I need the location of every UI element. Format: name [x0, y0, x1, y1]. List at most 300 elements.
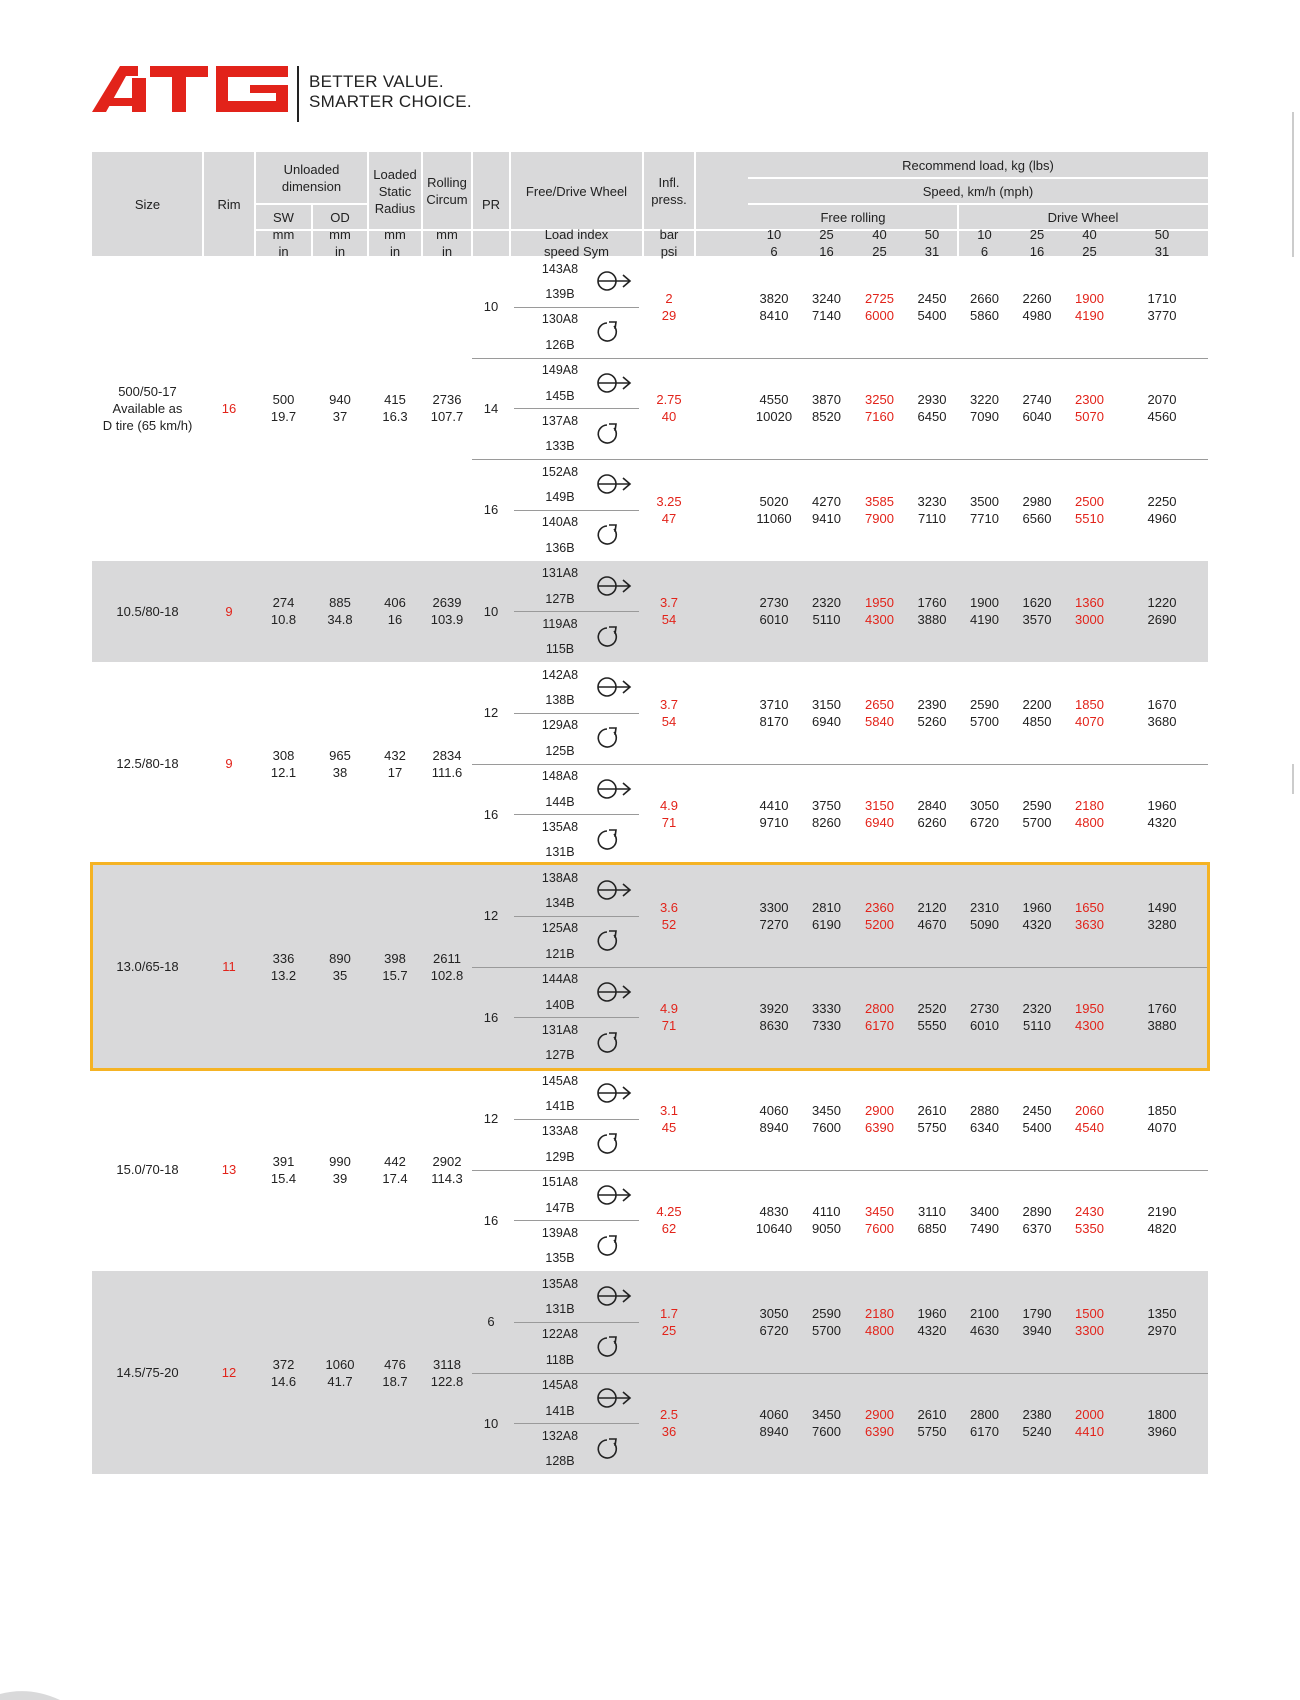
recommended-load-value: [748, 865, 800, 967]
recommended-load-value-bottom: 4560: [1147, 409, 1177, 425]
header-speed-value: [1011, 227, 1063, 259]
load-index-divider: [514, 1220, 639, 1221]
recommended-load-value: [748, 662, 800, 764]
load-index-speed-symbol: 138B: [545, 693, 575, 708]
recommended-load-value: [1116, 256, 1208, 358]
recommended-load-value-top: 2520: [917, 1001, 947, 1017]
recommended-load-value-top: 2610: [917, 1102, 947, 1118]
header-speed-value: [800, 227, 853, 259]
recommended-load-value-bottom: 4850: [1022, 713, 1052, 729]
tire-sw-bottom: 15.4: [270, 1170, 297, 1186]
tire-size: 13.0/65-18: [116, 959, 179, 974]
wheel-rotation-icon: [595, 1132, 635, 1156]
inflation-pressure-top: 3.7: [659, 595, 679, 611]
recommended-load-value: [748, 764, 800, 866]
inflation-pressure: [643, 1271, 695, 1373]
load-index-speed-symbol: 130A8: [541, 312, 579, 327]
header-unit-mm-in: [422, 227, 472, 259]
recommended-load-value-bottom: 5860: [970, 307, 999, 323]
recommended-load-value: [800, 358, 853, 460]
recommended-load-value-bottom: 6940: [865, 815, 894, 831]
recommended-load-value-top: 2100: [970, 1305, 999, 1321]
recommended-load-value: [958, 1068, 1011, 1170]
recommended-load-value-bottom: 6170: [970, 1424, 999, 1440]
recommended-load-value: [1063, 1373, 1116, 1475]
recommended-load-value-bottom: 7490: [970, 1221, 999, 1237]
recommended-load-value-top: 2590: [812, 1305, 841, 1321]
header-free-drive-wheel: Free/Drive Wheel: [525, 183, 628, 199]
recommended-load-value: [906, 865, 958, 967]
page-curl: [0, 1680, 60, 1700]
tire-od: [312, 1068, 368, 1271]
header-loaded-static-radius: Loaded Static Radius: [373, 166, 417, 216]
recommended-load-value: [906, 1170, 958, 1272]
wheel-arrow-icon: [595, 1386, 635, 1410]
recommended-load-value: [853, 1271, 906, 1373]
inflation-pressure-top: 1.7: [659, 1305, 679, 1321]
inflation-pressure: [643, 1068, 695, 1170]
recommended-load-value: [1116, 358, 1208, 460]
ply-rating: 16: [483, 502, 499, 518]
recommended-load-value-bottom: 5350: [1075, 1221, 1104, 1237]
recommended-load-value-top: 1960: [1022, 899, 1052, 915]
tire-sw-top: 372: [272, 1356, 295, 1372]
load-index-speed-symbol: 125B: [545, 743, 575, 758]
recommended-load-value: [958, 662, 1011, 764]
tire-rim: 9: [225, 756, 233, 771]
recommended-load-value-top: 3230: [917, 493, 947, 509]
header-rolling-circum: Rolling Circum: [426, 175, 468, 207]
recommended-load-value-bottom: 7160: [865, 409, 894, 425]
recommended-load-value-bottom: 3880: [1147, 1018, 1177, 1034]
recommended-load-value-bottom: 5400: [1022, 1119, 1052, 1135]
recommended-load-value-top: 2590: [970, 696, 999, 712]
recommended-load-value-top: 1790: [1022, 1305, 1052, 1321]
recommended-load-value-bottom: 4540: [1075, 1119, 1104, 1135]
recommended-load-value: [958, 256, 1011, 358]
recommended-load-value-top: 1350: [1147, 1305, 1177, 1321]
recommended-load-value-bottom: 4960: [1147, 510, 1177, 526]
recommended-load-value-top: 2120: [917, 899, 947, 915]
recommended-load-value: [748, 1068, 800, 1170]
load-index-speed-symbol: 141B: [545, 1403, 575, 1418]
recommended-load-value-top: 1650: [1075, 899, 1104, 915]
ply-rating: 6: [487, 1314, 495, 1330]
load-index-speed-symbol: 127B: [545, 591, 575, 606]
recommended-load-value: [958, 1170, 1011, 1272]
recommended-load-value-top: 2500: [1075, 493, 1104, 509]
recommended-load-value-top: 4550: [759, 392, 789, 408]
tire-od: [312, 662, 368, 865]
recommended-load-value-top: 4110: [812, 1204, 841, 1220]
load-index-speed-symbol: 126B: [545, 337, 575, 352]
header-speed-value-bottom: 6: [770, 244, 778, 259]
recommended-load-value-top: 2390: [917, 696, 947, 712]
recommended-load-value-bottom: 8940: [759, 1119, 789, 1135]
recommended-load-value-bottom: 5510: [1075, 510, 1104, 526]
recommended-load-value-top: 2450: [1022, 1102, 1052, 1118]
recommended-load-value-bottom: 3000: [1075, 612, 1104, 628]
tire-od-bottom: 39: [332, 1170, 348, 1186]
recommended-load-value: [1011, 764, 1063, 866]
wheel-arrow-icon: [595, 472, 635, 496]
recommended-load-value-bottom: 6720: [759, 1322, 789, 1338]
wheel-rotation-icon: [595, 422, 635, 446]
header-unit-mm-in-bottom: in: [334, 244, 346, 259]
recommended-load-value: [853, 1170, 906, 1272]
header-infl-press: Infl. press.: [651, 175, 687, 207]
ply-rating: 10: [483, 1415, 499, 1431]
recommended-load-value: [853, 662, 906, 764]
recommended-load-value-bottom: 5110: [1023, 1018, 1051, 1034]
recommended-load-value-bottom: 8940: [759, 1424, 789, 1440]
header-speed-value-top: 50: [924, 227, 940, 242]
recommended-load-value-bottom: 5090: [970, 916, 999, 932]
header-speed-value: [853, 227, 906, 259]
recommended-load-value-top: 4830: [759, 1204, 789, 1220]
recommended-load-value-bottom: 4070: [1147, 1119, 1177, 1135]
header-speed-value-bottom: 16: [819, 244, 834, 259]
load-index-speed-symbol: 141B: [545, 1099, 575, 1114]
recommended-load-value: [800, 1068, 853, 1170]
load-index-speed-symbol: 127B: [545, 1048, 575, 1063]
inflation-pressure-bottom: 25: [661, 1322, 677, 1338]
recommended-load-value-top: 2260: [1022, 290, 1052, 306]
recommended-load-value-top: 1620: [1022, 595, 1052, 611]
recommended-load-value-bottom: 4320: [1022, 916, 1052, 932]
tire-loaded-static-radius-bottom: 17: [387, 764, 403, 780]
recommended-load-value-bottom: 3630: [1075, 916, 1104, 932]
recommended-load-value-bottom: 4320: [917, 1322, 947, 1338]
recommended-load-value: [906, 967, 958, 1069]
load-index-speed-symbol: 144A8: [541, 972, 579, 987]
recommended-load-value-top: 2610: [917, 1407, 947, 1423]
recommended-load-value: [1116, 662, 1208, 764]
recommended-load-value: [958, 1271, 1011, 1373]
wheel-rotation-icon: [595, 929, 635, 953]
inflation-pressure: [643, 662, 695, 764]
recommended-load-value-top: 2800: [865, 1001, 894, 1017]
tire-od-top: 890: [329, 950, 351, 966]
header-speed-value-top: 25: [1029, 227, 1045, 242]
recommended-load-value-bottom: 4800: [865, 1322, 894, 1338]
tire-od-top: 940: [329, 392, 351, 408]
tire-od-top: 885: [329, 595, 351, 611]
header-unit-mm-in-top: mm: [384, 227, 406, 242]
tire-od: [312, 1271, 368, 1474]
recommended-load-value-top: 3450: [812, 1102, 841, 1118]
tire-loaded-static-radius: [368, 561, 422, 663]
header-unit-mm-in-top: mm: [272, 227, 295, 242]
recommended-load-value-top: 2310: [970, 899, 999, 915]
tire-loaded-static-radius-bottom: 16: [387, 612, 403, 628]
tire-loaded-static-radius: [368, 865, 422, 1068]
tire-rolling-circum: [422, 1271, 472, 1474]
recommended-load-value-top: 3585: [865, 493, 894, 509]
inflation-pressure-bottom: 71: [661, 815, 677, 831]
tire-sw-bottom: 12.1: [270, 764, 297, 780]
recommended-load-value-bottom: 10640: [755, 1221, 793, 1237]
recommended-load-value: [853, 459, 906, 561]
tire-loaded-static-radius-top: 432: [384, 747, 406, 763]
recommended-load-value-top: 4410: [759, 798, 789, 814]
recommended-load-value-bottom: 9710: [759, 815, 789, 831]
recommended-load-value: [800, 561, 853, 663]
inflation-pressure-bottom: 47: [661, 510, 677, 526]
recommended-load-value: [1116, 1373, 1208, 1475]
recommended-load-value: [1116, 967, 1208, 1069]
load-index-speed-symbol: 140B: [545, 997, 575, 1012]
recommended-load-value-bottom: 3280: [1147, 916, 1177, 932]
load-index-divider: [514, 814, 639, 815]
recommended-load-value: [906, 662, 958, 764]
recommended-load-value-top: 2900: [865, 1407, 894, 1423]
recommended-load-value-top: 2180: [1075, 798, 1104, 814]
recommended-load-value-top: 4060: [759, 1102, 789, 1118]
recommended-load-value: [1063, 459, 1116, 561]
inflation-pressure-top: 3.25: [656, 493, 682, 509]
recommended-load-value-top: 2000: [1075, 1407, 1104, 1423]
recommended-load-value: [800, 1271, 853, 1373]
page-edge-mark: [1292, 764, 1294, 794]
header-speed-value-top: 40: [1082, 227, 1097, 242]
load-index-divider: [514, 1017, 639, 1018]
inflation-pressure-top: 2: [665, 290, 673, 306]
tire-od: [312, 865, 368, 1068]
recommended-load-value: [1116, 1170, 1208, 1272]
recommended-load-value-top: 2810: [812, 899, 841, 915]
recommended-load-value-bottom: 5070: [1075, 409, 1104, 425]
recommended-load-value-bottom: 4320: [1147, 815, 1177, 831]
recommended-load-value: [1011, 1170, 1063, 1272]
recommended-load-value: [958, 561, 1011, 663]
recommended-load-value-top: 3250: [865, 392, 894, 408]
recommended-load-value: [853, 764, 906, 866]
header-speed-value-bottom: 6: [980, 244, 989, 259]
recommended-load-value-bottom: 6170: [865, 1018, 894, 1034]
recommended-load-value-top: 2190: [1147, 1204, 1177, 1220]
recommended-load-value-top: 2380: [1022, 1407, 1052, 1423]
tire-size: 15.0/70-18: [116, 1162, 179, 1177]
recommended-load-value-bottom: 5700: [812, 1322, 841, 1338]
recommended-load-value: [1063, 865, 1116, 967]
recommended-load-value: [1011, 967, 1063, 1069]
tire-rolling-circum: [422, 865, 472, 1068]
header-pr: PR: [481, 196, 501, 212]
header-unit-mm-in-bottom: in: [278, 244, 289, 259]
load-index-speed-symbol: 129B: [545, 1149, 575, 1164]
recommended-load-value: [748, 561, 800, 663]
recommended-load-value-bottom: 4300: [865, 612, 894, 628]
recommended-load-value-top: 1710: [1147, 290, 1177, 306]
recommended-load-value-bottom: 5260: [917, 713, 947, 729]
recommended-load-value: [1116, 764, 1208, 866]
recommended-load-value: [1011, 662, 1063, 764]
recommended-load-value: [906, 1373, 958, 1475]
recommended-load-value-bottom: 4630: [970, 1322, 999, 1338]
recommended-load-value-bottom: 8410: [759, 307, 789, 323]
tire-od-bottom: 34.8: [327, 612, 353, 628]
tire-rolling-circum-bottom: 111.6: [431, 764, 463, 780]
load-index-speed-symbol: 152A8: [541, 464, 579, 479]
tire-loaded-static-radius-bottom: 18.7: [382, 1373, 408, 1389]
ply-rating: 16: [483, 806, 499, 822]
recommended-load-value-top: 2450: [917, 290, 947, 306]
recommended-load-value-bottom: 6390: [865, 1119, 894, 1135]
inflation-pressure: [643, 1170, 695, 1272]
tire-rolling-circum-bottom: 103.9: [430, 612, 464, 628]
recommended-load-value-bottom: 6260: [917, 815, 947, 831]
recommended-load-value-top: 1500: [1075, 1305, 1104, 1321]
tagline-line2: SMARTER CHOICE.: [309, 92, 472, 111]
recommended-load-value-top: 3300: [759, 899, 789, 915]
load-index-divider: [514, 408, 639, 409]
recommended-load-value-bottom: 5110: [812, 612, 841, 628]
recommended-load-value-top: 1800: [1147, 1407, 1177, 1423]
recommended-load-value-bottom: 7110: [918, 510, 946, 526]
recommended-load-value: [1063, 358, 1116, 460]
recommended-load-value: [748, 459, 800, 561]
recommended-load-value-bottom: 8170: [759, 713, 789, 729]
header-unit-mm-in: [312, 227, 368, 259]
recommended-load-value-bottom: 4190: [1075, 307, 1104, 323]
recommended-load-value-bottom: 8630: [759, 1018, 789, 1034]
inflation-pressure-bottom: 45: [661, 1119, 677, 1135]
recommended-load-value-bottom: 6000: [865, 307, 894, 323]
recommended-load-value-top: 3240: [812, 290, 841, 306]
header-speed-value-bottom: 25: [1082, 244, 1097, 259]
recommended-load-value-top: 3050: [759, 1305, 789, 1321]
recommended-load-value-bottom: 7600: [865, 1221, 894, 1237]
wheel-arrow-icon: [595, 269, 635, 293]
inflation-pressure-bottom: 36: [661, 1424, 677, 1440]
recommended-load-value: [1011, 865, 1063, 967]
tire-loaded-static-radius-top: 415: [384, 392, 406, 408]
recommended-load-value: [1011, 561, 1063, 663]
recommended-load-value-bottom: 6560: [1022, 510, 1052, 526]
recommended-load-value: [958, 358, 1011, 460]
header-speed-value-top: 50: [1154, 227, 1170, 242]
header-unit-mm-in: [255, 227, 312, 259]
load-index-speed-symbol: 137A8: [541, 413, 579, 428]
recommended-load-value: [1063, 256, 1116, 358]
tire-sw: [255, 662, 312, 865]
recommended-load-value-bottom: 3680: [1147, 713, 1177, 729]
tire-rim: 9: [225, 603, 233, 619]
recommended-load-value-top: 3050: [970, 798, 999, 814]
wheel-rotation-icon: [595, 320, 635, 344]
load-index-speed-symbol: 149B: [545, 490, 575, 505]
tire-loaded-static-radius: [368, 1271, 422, 1474]
header-speed-value-top: 10: [977, 227, 992, 242]
inflation-pressure-top: 3.6: [659, 899, 679, 915]
load-index-speed-symbol: 140A8: [541, 515, 579, 530]
load-index-speed-symbol: 143A8: [541, 261, 579, 276]
recommended-load-value-bottom: 6850: [917, 1221, 947, 1237]
recommended-load-value-bottom: 3940: [1022, 1322, 1052, 1338]
recommended-load-value-top: 3750: [812, 798, 841, 814]
header-load-index-speed-sym-bottom: speed Sym: [543, 244, 610, 259]
tire-od-top: 965: [329, 747, 351, 763]
recommended-load-value-top: 2070: [1147, 392, 1177, 408]
wheel-arrow-icon: [595, 980, 635, 1004]
inflation-pressure-top: 4.25: [656, 1204, 682, 1220]
recommended-load-value-bottom: 4820: [1147, 1221, 1177, 1237]
tire-rolling-circum-bottom: 107.7: [430, 409, 464, 425]
recommended-load-value: [1063, 764, 1116, 866]
recommended-load-value-bottom: 5750: [917, 1424, 947, 1440]
inflation-pressure: [643, 865, 695, 967]
recommended-load-value: [1011, 256, 1063, 358]
load-index-speed-symbol: 131A8: [541, 566, 579, 581]
recommended-load-value-bottom: 6040: [1022, 409, 1052, 425]
load-index-speed-symbol: 118B: [545, 1352, 575, 1367]
recommended-load-value-top: 5020: [759, 493, 789, 509]
recommended-load-value-top: 2200: [1022, 696, 1052, 712]
recommended-load-value-top: 1850: [1147, 1102, 1177, 1118]
load-index-divider: [514, 1119, 639, 1120]
wheel-arrow-icon: [595, 1081, 635, 1105]
recommended-load-value-bottom: 7900: [865, 510, 894, 526]
tire-rolling-circum: [422, 662, 472, 865]
recommended-load-value: [853, 1068, 906, 1170]
wheel-rotation-icon: [595, 726, 635, 750]
inflation-pressure-bottom: 29: [661, 307, 677, 323]
load-index-speed-symbol: 139B: [545, 287, 575, 302]
wheel-arrow-icon: [595, 777, 635, 801]
header-unit-bar-psi-bottom: psi: [660, 244, 678, 259]
tire-loaded-static-radius-bottom: 15.7: [382, 967, 408, 983]
recommended-load-value: [906, 358, 958, 460]
tire-od-top: 1060: [325, 1356, 355, 1372]
tire-loaded-static-radius-bottom: 17.4: [382, 1170, 408, 1186]
recommended-load-value-bottom: 6720: [970, 815, 999, 831]
recommended-load-value-top: 2590: [1022, 798, 1052, 814]
load-index-speed-symbol: 136B: [545, 540, 575, 555]
inflation-pressure: [643, 1373, 695, 1475]
header-speed-value: [1063, 227, 1116, 259]
load-index-speed-symbol: 149A8: [541, 363, 579, 378]
header-unit-mm-in-bottom: in: [389, 244, 401, 259]
header-unit-mm-in-top: mm: [329, 227, 351, 242]
recommended-load-value: [1063, 1170, 1116, 1272]
recommended-load-value: [1011, 1271, 1063, 1373]
recommended-load-value-bottom: 7140: [812, 307, 841, 323]
ply-rating: 10: [483, 299, 499, 315]
recommended-load-value: [1063, 967, 1116, 1069]
recommended-load-value-top: 2320: [1022, 1001, 1052, 1017]
recommended-load-value-top: 1960: [917, 1305, 947, 1321]
recommended-load-value-bottom: 2690: [1147, 612, 1177, 628]
recommended-load-value: [748, 256, 800, 358]
recommended-load-value-bottom: 6010: [970, 1018, 999, 1034]
recommended-load-value-top: 3920: [759, 1001, 789, 1017]
header-speed-value-top: 25: [819, 227, 834, 242]
wheel-arrow-icon: [595, 371, 635, 395]
tire-rolling-circum: [422, 1068, 472, 1271]
recommended-load-value-top: 2725: [865, 290, 894, 306]
load-index-divider: [514, 713, 639, 714]
inflation-pressure-top: 2.5: [659, 1407, 679, 1423]
load-index-speed-symbol: 142A8: [541, 667, 579, 682]
header-speed-value-top: 10: [766, 227, 782, 242]
recommended-load-value: [748, 1373, 800, 1475]
tire-od: [312, 256, 368, 561]
recommended-load-value: [1116, 561, 1208, 663]
header-unloaded-dimension: Unloaded dimension: [281, 162, 342, 194]
tire-rolling-circum-top: 2902: [432, 1153, 462, 1169]
recommended-load-value-top: 3330: [812, 1001, 841, 1017]
